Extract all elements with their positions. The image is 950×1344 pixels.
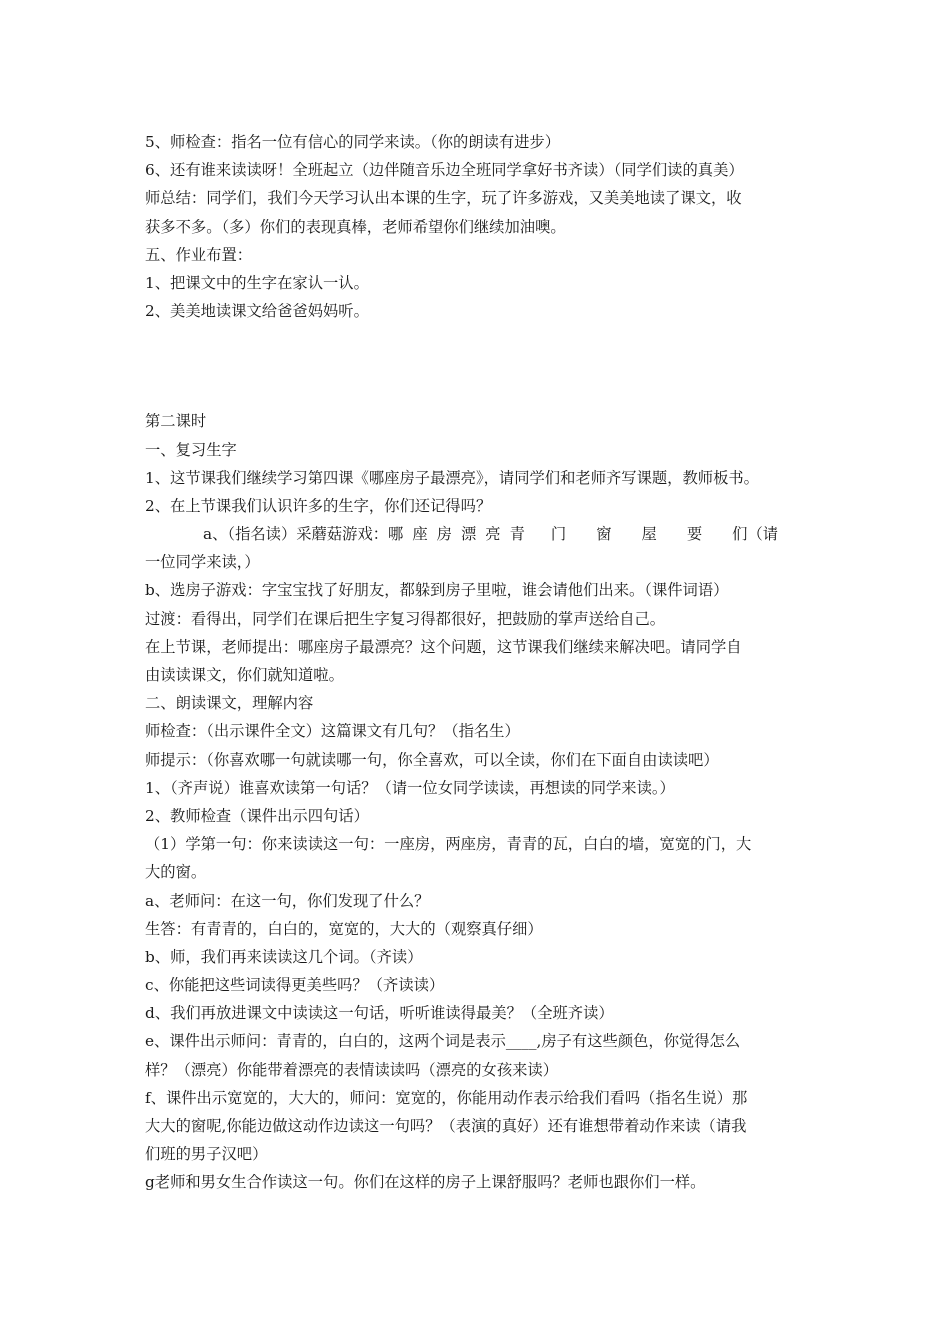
text-line: 5、师检查：指名一位有信心的同学来读。（你的朗读有进步）	[145, 133, 561, 151]
text-line: 师检查：（出示课件全文）这篇课文有几句？（指名生）	[145, 722, 520, 741]
lesson-title: 第二课时	[145, 412, 207, 431]
char-item: 窗	[596, 525, 612, 544]
char-item: 亮	[485, 525, 501, 544]
game-prefix: a、（指名读）采蘑菇游戏：	[203, 525, 389, 544]
text-line: b、选房子游戏：字宝宝找了好朋友，都躲到房子里啦，谁会请他们出来。（课件词语）	[145, 581, 729, 600]
text-line: 6、还有谁来读读呀！全班起立（边伴随音乐边全班同学拿好书齐读）（同学们读的真美）	[145, 161, 744, 180]
text-line: （1）学第一句：你来读读这一句：一座房，两座房，青青的瓦，白白的墙，宽宽的门，大	[145, 835, 752, 854]
char-item: 青	[509, 525, 525, 544]
section-heading: 二、朗读课文，理解内容	[145, 694, 314, 713]
char-item: 屋	[641, 525, 657, 544]
char-item: 门	[550, 525, 567, 544]
text-line: 由读读课文，你们就知道啦。	[145, 666, 344, 684]
text-line: 师提示：（你喜欢哪一句就读哪一句，你全喜欢，可以全读，你们在下面自由读读吧）	[145, 750, 719, 769]
text-line: 2、教师检查（课件出示四句话）	[145, 806, 369, 825]
text-line: f、课件出示宽宽的，大大的，师问：宽宽的，你能用动作表示给我们看吗（指名生说）那	[145, 1088, 748, 1107]
mushroom-game-line	[145, 520, 825, 548]
text-line: 们班的男子汉吧）	[145, 1145, 268, 1164]
char-list	[388, 525, 778, 543]
section-heading: 五、作业布置：	[145, 245, 253, 264]
text-line: 大大的窗呢,你能边做这动作边读这一句吗？（表演的真好）还有谁想带着动作来读（请我	[145, 1117, 747, 1135]
char-item: 房	[436, 525, 452, 544]
char-item: 漂	[460, 525, 477, 544]
text-line: b、师，我们再来读读这几个词。（齐读）	[145, 947, 423, 966]
text-line: a、老师问：在这一句，你们发现了什么？	[145, 891, 430, 910]
text-line: c、你能把这些词读得更美些吗？（齐读读）	[145, 976, 445, 995]
char-item: 要	[686, 525, 703, 544]
lesson-one-ending	[145, 128, 825, 325]
text-line: 1、把课文中的生字在家认一认。	[145, 273, 369, 292]
text-line: 2、在上节课我们认识许多的生字，你们还记得吗？	[145, 496, 492, 515]
text-line: 一位同学来读，）	[145, 553, 260, 572]
char-item: 座	[412, 525, 428, 544]
text-line: 过渡：看得出，同学们在课后把生字复习得都很好，把鼓励的掌声送给自己。	[145, 609, 666, 628]
text-line: 获多不多。（多）你们的表现真棒，老师希望你们继续加油噢。	[145, 217, 566, 236]
text-line: d、我们再放进课文中读读这一句话，听听谁读得最美？（全班齐读）	[145, 1004, 614, 1023]
text-line: g老师和男女生合作读这一句。你们在这样的房子上课舒服吗？老师也跟你们一样。	[145, 1173, 706, 1192]
document-body	[145, 128, 825, 1197]
text-line: 大的窗。	[145, 863, 207, 882]
text-line: e、课件出示师问：青青的，白白的，这两个词是表示____,房子有这些颜色，你觉得怎么	[145, 1032, 741, 1051]
text-line: 在上节课，老师提出：哪座房子最漂亮？这个问题，这节课我们继续来解决吧。请同学自	[145, 637, 742, 656]
text-line: 1、这节课我们继续学习第四课《哪座房子最漂亮》，请同学们和老师齐写课题，教师板书。	[145, 468, 759, 487]
char-item: 们（请	[732, 525, 779, 544]
text-line: 师总结：同学们，我们今天学习认出本课的生字，玩了许多游戏，又美美地读了课文，收	[145, 189, 742, 208]
lesson-two	[145, 407, 825, 1196]
text-line: 生答：有青青的，白白的，宽宽的，大大的（观察真仔细）	[145, 919, 543, 938]
section-gap	[145, 325, 825, 407]
text-line: 样？（漂亮）你能带着漂亮的表情读读吗（漂亮的女孩来读）	[145, 1060, 559, 1079]
section-heading: 一、复习生字	[145, 440, 237, 459]
text-line: 1、（齐声说）谁喜欢读第一句话？（请一位女同学读读，再想读的同学来读。）	[145, 778, 675, 797]
text-line: 2、美美地读课文给爸爸妈妈听。	[145, 302, 369, 321]
char-item: 哪	[388, 525, 404, 544]
